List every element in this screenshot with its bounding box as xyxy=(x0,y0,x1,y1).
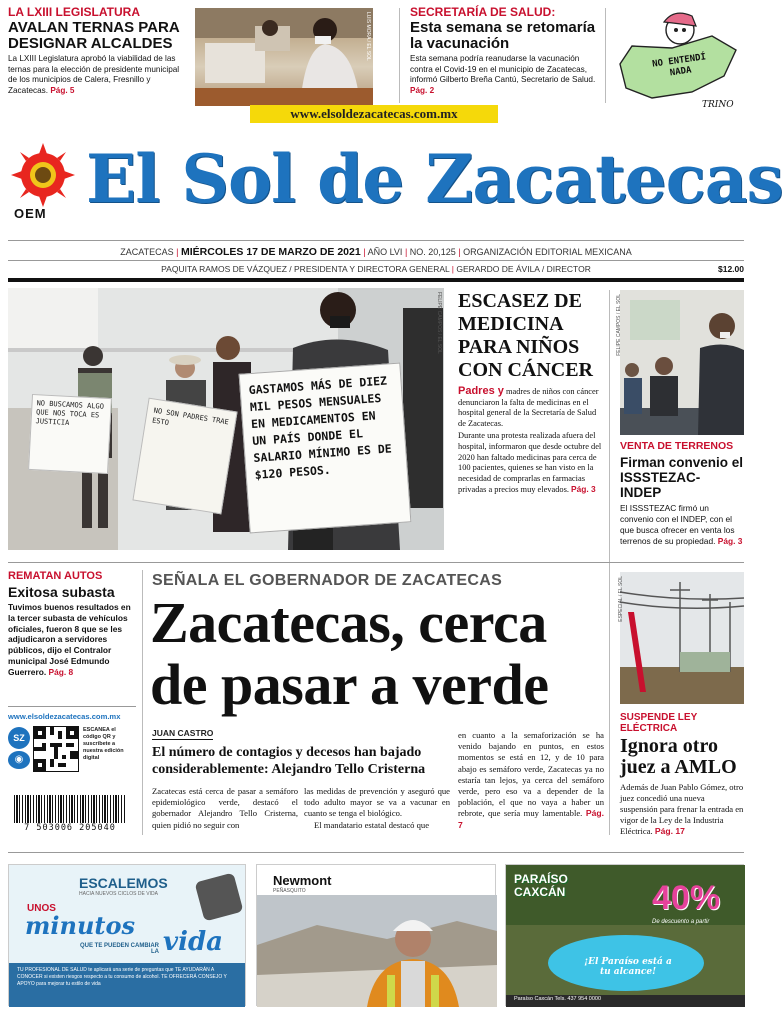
issstezac-body: El ISSSTEZAC firmó un convenio con el INDEP, con el que busca ofrecer en venta los terrenos de su propiedad. Pág. 3 xyxy=(620,503,743,546)
top-left-body: La LXIII Legislatura aprobó la viabilidad de las ternas para la elección de presidente municipal de los municipios de Calera, Fresnillo y Zacatecas. Pág. 5 xyxy=(8,54,180,95)
cartoon-text: NO ENTENDÍ NADA xyxy=(651,52,707,79)
protest-sign-left: NO BUSCAMOS ALGO QUE NOS TOCA ES JUSTICIA xyxy=(28,394,112,474)
ad3-tag: De descuento a partir xyxy=(652,919,710,925)
escasez-lead: Padres y xyxy=(458,385,504,397)
legislature-photo xyxy=(195,8,373,106)
electrica-page[interactable]: Pág. 17 xyxy=(654,826,685,836)
ad1-line2: minutos xyxy=(25,911,136,940)
city: ZACATECAS xyxy=(120,247,174,257)
website-banner[interactable]: www.elsoldezacatecas.com.mx xyxy=(250,105,498,123)
top-left-kicker: LA LXIII LEGISLATURA xyxy=(8,5,140,19)
price: $12.00 xyxy=(718,264,744,274)
qr-url[interactable]: www.elsoldezacatecas.com.mx xyxy=(8,712,121,721)
main-col3: en cuanto a la semaforización se ha venido bajando en puntos, en estos momentos se está en 12, y de 10 para abajo es semáforo verde, Zacatecas ya no estaría tan lejos, ya cerca del semáforo verde, pero eso va a depender de la población, el que no vaya a haber un rebrote, que sería muy lamentable. Pág. 7 xyxy=(458,730,604,830)
oem-text: OEM xyxy=(14,206,47,221)
barcode-number: 7 503006 205040 xyxy=(24,823,116,833)
president: PAQUITA RAMOS DE VÁZQUEZ / PRESIDENTA Y DIRECTORA GENERAL xyxy=(161,264,450,274)
protest-photo xyxy=(8,288,444,550)
top-left-story[interactable] xyxy=(8,5,190,105)
ad-newmont[interactable] xyxy=(256,864,496,1006)
ad1-line4: vida xyxy=(163,927,224,957)
staff-line: PAQUITA RAMOS DE VÁZQUEZ / PRESIDENTA Y DIRECTORA GENERAL | GERARDO DE ÁVILA / DIRECTOR $12.00 xyxy=(161,264,744,274)
ad2-brand: Newmont xyxy=(273,873,332,888)
cartoon xyxy=(612,6,744,118)
main-col2: las medidas de prevención y aseguró que todo adulto mayor se va a vacunar en cuanto se tenga el biológico. El mandatario estatal destacó que xyxy=(304,786,450,830)
year: AÑO LVI xyxy=(367,247,403,257)
legislature-photo-credit: LUIS MORA / EL SOL xyxy=(365,12,371,61)
issstezac-story[interactable] xyxy=(620,440,744,555)
main-kicker: SEÑALA EL GOBERNADOR DE ZACATECAS xyxy=(152,572,503,589)
issstezac-page[interactable]: Pág. 3 xyxy=(717,536,743,546)
escasez-body2: Durante una protesta realizada afuera del hospital, informaron que desde octubre del 2020 han faltado medicinas para cerca de 100 pacientes, quienes se han visto en la necesidad de comprarlas en farmacias privadas a precios muy elevados. Pág. 3 xyxy=(458,431,602,495)
main-deck: El número de contagios y decesos han bajado considerablemente: Alejandro Tello Cristerna xyxy=(152,745,426,777)
main-col1: Zacatecas está cerca de pasar a semáforo epidemiológico verde, destacó el gobernador Alejandro Tello Cristerna, quien pidió no seguir con xyxy=(152,786,298,830)
escasez-page[interactable]: Pág. 3 xyxy=(571,484,596,495)
main-headline[interactable]: Zacatecas, cerca de pasar a verde xyxy=(150,590,549,717)
top-right-headline[interactable]: Esta semana se retomaría la vacunación xyxy=(410,19,596,52)
ad-escalemos[interactable] xyxy=(8,864,246,1006)
rematan-headline[interactable]: Exitosa subasta xyxy=(8,584,115,600)
electric-photo xyxy=(620,572,744,704)
ad1-line3: QUE TE PUEDEN CAMBIAR LA xyxy=(79,943,159,955)
qr-text: ESCANEA el código QR y suscríbete a nuestra edición digital xyxy=(83,727,124,761)
top-right-body: Esta semana podría reanudarse la vacunación contra el Covid-19 en el municipio de Zacatecas, informó Gilberto Breña Cantú, Secretario de Salud. Pág. 2 xyxy=(410,54,596,95)
qr-code[interactable] xyxy=(33,726,79,772)
electrica-story[interactable] xyxy=(620,712,744,837)
sz-badge: SZ xyxy=(8,727,30,749)
ad-paraiso[interactable] xyxy=(505,864,744,1006)
masthead-title[interactable]: El Sol de Zacatecas xyxy=(86,140,783,218)
ad1-line1: UNOS xyxy=(27,903,56,914)
issstezac-headline[interactable]: Firman convenio el ISSSTEZAC- INDEP xyxy=(620,455,744,500)
issstezac-photo xyxy=(616,290,744,435)
ad2-sub: PEÑASQUITO xyxy=(273,888,306,894)
top-right-kicker: SECRETARÍA DE SALUD: xyxy=(410,5,556,19)
top-right-page[interactable]: Pág. 2 xyxy=(410,85,435,95)
barcode xyxy=(14,795,126,835)
issstezac-photo-credit: FELIPE CAMPOS / EL SOL xyxy=(616,294,622,356)
protest-sign-mid: NO SON PADRES TRAE ESTO xyxy=(132,398,237,515)
oem-logo xyxy=(8,140,78,222)
protest-sign-main: GASTAMOS MÁS DE DIEZ MIL PESOS MENSUALES EN MEDICAMENTOS EN UN PAÍS DONDE EL SALARIO MÍNIMO ES DE $120 PESOS. xyxy=(239,363,412,534)
top-left-page[interactable]: Pág. 5 xyxy=(50,85,75,95)
main-page[interactable]: Pág. 7 xyxy=(458,808,604,830)
ad1-foot: TU PROFESIONAL DE SALUD te aplicará una serie de preguntas que TE AYUDARÁN A CONOCER si existen riesgos respecto a tu consumo de alcohol. TE OFRECERÁ CONSEJO Y APOYO para mejorar tu estilo de vida xyxy=(9,963,245,1007)
electrica-body: Además de Juan Pablo Gómez, otro juez concedió una nueva suspensión para frenar la entrada en vigor de la Ley de la Industria Eléctrica. Pág. 17 xyxy=(620,782,744,836)
camera-icon: ◉ xyxy=(8,751,30,769)
issstezac-kicker: VENTA DE TERRENOS xyxy=(620,440,734,452)
ad1-sub: HACIA NUEVOS CICLOS DE VIDA xyxy=(79,891,158,897)
escasez-body1: Padres y madres de niños con cáncer denunciaron la falta de medicinas en el hospital general de la Secretaría de Salud de Zacatecas. xyxy=(458,385,599,428)
date-line: ZACATECAS | MIÉRCOLES 17 DE MARZO DE 2021 | AÑO LVI | NO. 20,125 | ORGANIZACIÓN EDITORIAL MEXICANA xyxy=(120,246,632,258)
escasez-story[interactable] xyxy=(458,290,604,552)
ad3-slogan: ¡El Paraíso está a tu alcance! xyxy=(584,957,672,977)
issue-number: NO. 20,125 xyxy=(409,247,456,257)
protest-photo-credit: FELIPE CAMPOS / EL SOL xyxy=(436,292,442,354)
organization: ORGANIZACIÓN EDITORIAL MEXICANA xyxy=(463,247,632,257)
escasez-headline[interactable]: ESCASEZ DE MEDICINA PARA NIÑOS CON CÁNCER xyxy=(458,290,593,381)
rematan-body: Tuvimos buenos resultados en la tercer subasta de vehículos oficiales, fueron 8 que se les adjudicaron a servidores públicos, dijo el Contralor municipal José Edmundo Guerrero. Pág. 8 xyxy=(8,602,131,677)
ad3-pct: 40% xyxy=(652,879,721,917)
cartoon-signature: TRINO xyxy=(702,100,734,110)
director: GERARDO DE ÁVILA / DIRECTOR xyxy=(456,264,591,274)
electrica-kicker: SUSPENDE LEY ELÉCTRICA xyxy=(620,712,698,734)
ad3-foot: Paraíso Caxcán Tels. 437 954 0000 xyxy=(514,996,602,1002)
main-byline: JUAN CASTRO xyxy=(152,728,214,738)
ad3-brand: PARAÍSO CAXCÁN xyxy=(514,872,568,899)
rematan-kicker: REMATAN AUTOS xyxy=(8,570,103,582)
top-left-headline[interactable]: AVALAN TERNAS PARA DESIGNAR ALCALDES xyxy=(8,19,180,52)
date: MIÉRCOLES 17 DE MARZO DE 2021 xyxy=(180,246,361,258)
ad1-hand xyxy=(195,873,244,922)
top-right-story[interactable] xyxy=(410,5,602,105)
electrica-headline[interactable]: Ignora otro juez a AMLO xyxy=(620,735,737,778)
ad1-title: ESCALEMOS xyxy=(79,875,168,891)
rematan-story[interactable] xyxy=(8,570,136,698)
electric-photo-credit: ESPECIAL / EL SOL xyxy=(618,576,624,622)
rematan-page[interactable]: Pág. 8 xyxy=(48,666,74,677)
